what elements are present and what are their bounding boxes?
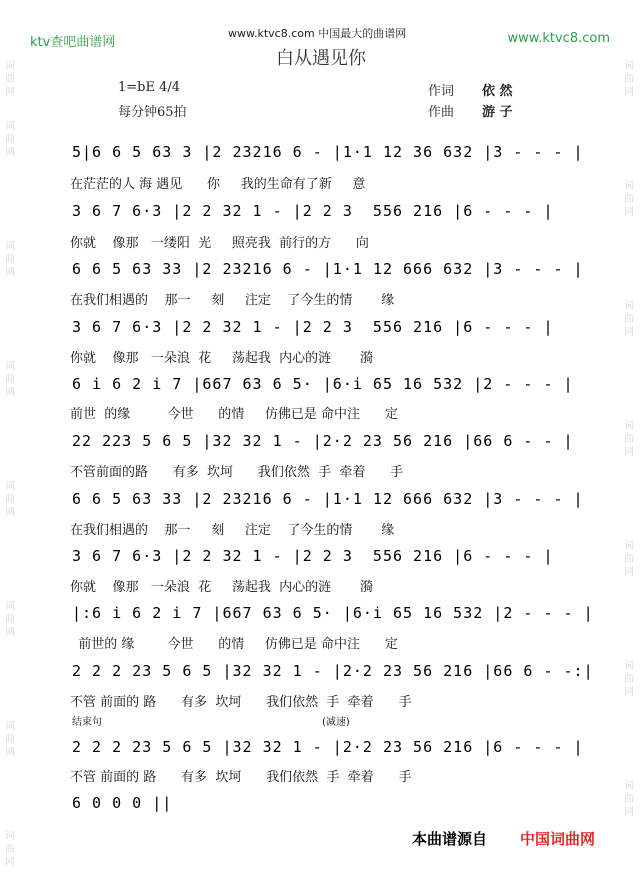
source-site-link[interactable]: 中国词曲网	[520, 830, 596, 848]
source-label: 本曲谱源自	[412, 830, 488, 848]
lyric-line-11: 不管 前面的 路 有多 坎坷 我们依然 手 牵着 手	[70, 770, 412, 785]
watermark-right-2: 词曲网	[624, 181, 634, 218]
watermark-left-4: 词曲网	[5, 361, 15, 398]
watermark-right-5: 词曲网	[624, 541, 634, 578]
tempo: 每分钟65拍	[118, 105, 187, 120]
site-banner: www.ktvc8.com 中国最大的曲谱网	[228, 27, 407, 40]
lyricist-label: 作词	[428, 84, 455, 99]
watermark-right-4: 词曲网	[624, 421, 634, 458]
lyric-line-9: 前世的 缘 今世 的情 仿佛已是 命中注 定	[70, 637, 398, 652]
site-link-right[interactable]: www.ktvc8.com	[507, 31, 610, 46]
watermark-right-1: 词曲网	[624, 61, 634, 98]
lyric-line-1: 在茫茫的人 海 遇见 你 我的生命有了新 意	[70, 177, 366, 192]
watermark-left-8: 词曲网	[5, 831, 15, 868]
watermark-left-5: 词曲网	[5, 481, 15, 518]
lyric-line-5: 前世 的缘 今世 的情 仿佛已是 命中注 定	[70, 407, 398, 422]
watermark-right-3: 词曲网	[624, 301, 634, 338]
score-line-3: 6 6 5 63 33 |2 23216 6 - |1·1 12 666 632 |3 - - - |	[72, 260, 584, 278]
score-line-8: 3 6 7 6·3 |2 2 32 1 - |2 2 3 556 216 |6 - - - |	[72, 547, 554, 565]
lyric-line-8: 你就 像那 一朵浪 花 荡起我 内心的涟 漪	[70, 580, 374, 595]
score-line-4: 3 6 7 6·3 |2 2 32 1 - |2 2 3 556 216 |6 - - - |	[72, 318, 554, 336]
ritardando-mark: (减速)	[322, 717, 350, 728]
score-line-5: 6 i 6 2 i 7 |667 63 6 5· |6·i 65 16 532 |2 - - - |	[72, 375, 574, 393]
score-line-1: 5|6 6 5 63 3 |2 23216 6 - |1·1 12 36 632 |3 - - - |	[72, 143, 584, 161]
score-line-9: |:6 i 6 2 i 7 |667 63 6 5· |6·i 65 16 532 |2 - - - |	[72, 604, 594, 622]
watermark-left-7: 词曲网	[5, 721, 15, 758]
lyric-line-7: 在我们相遇的 那一 刻 注定 了今生的情 缘	[70, 523, 395, 538]
key-signature: 1=bE 4/4	[118, 80, 181, 95]
lyric-line-3: 在我们相遇的 那一 刻 注定 了今生的情 缘	[70, 293, 395, 308]
score-line-10: 2 2 2 23 5 6 5 |32 32 1 - |2·2 23 56 216 |66 6 - -:|	[72, 662, 594, 680]
watermark-right-7: 词曲网	[624, 781, 634, 818]
watermark-left-1: 词曲网	[5, 61, 15, 98]
composer-label: 作曲	[428, 105, 455, 120]
site-link-left[interactable]: ktv查吧曲谱网	[30, 35, 116, 50]
lyric-line-2: 你就 像那 一缕阳 光 照亮我 前行的方 向	[70, 236, 369, 251]
watermark-left-6: 词曲网	[5, 601, 15, 638]
composer-name: 游 子	[482, 105, 513, 120]
lyric-line-10: 不管 前面的 路 有多 坎坷 我们依然 手 牵着 手	[70, 695, 412, 710]
score-line-11: 2 2 2 23 5 6 5 |32 32 1 - |2·2 23 56 216 |6 - - - |	[72, 738, 584, 756]
song-title: 白从遇见你	[276, 48, 366, 69]
score-line-6: 22 223 5 6 5 |32 32 1 - |2·2 23 56 216 |66 6 - - |	[72, 432, 574, 450]
lyric-line-6: 不管前面的路 有多 坎坷 我们依然 手 牵着 手	[70, 465, 404, 480]
watermark-left-2: 词曲网	[5, 121, 15, 158]
score-line-7: 6 6 5 63 33 |2 23216 6 - |1·1 12 666 632 |3 - - - |	[72, 490, 584, 508]
lyricist-name: 依 然	[482, 84, 513, 99]
watermark-right-6: 词曲网	[624, 661, 634, 698]
watermark-left-3: 词曲网	[5, 241, 15, 278]
lyric-line-4: 你就 像那 一朵浪 花 荡起我 内心的涟 漪	[70, 351, 374, 366]
score-line-12: 6 0 0 0 ||	[72, 794, 173, 812]
ending-phrase-mark: 结束句	[72, 717, 102, 728]
score-line-2: 3 6 7 6·3 |2 2 32 1 - |2 2 3 556 216 |6 - - - |	[72, 202, 554, 220]
